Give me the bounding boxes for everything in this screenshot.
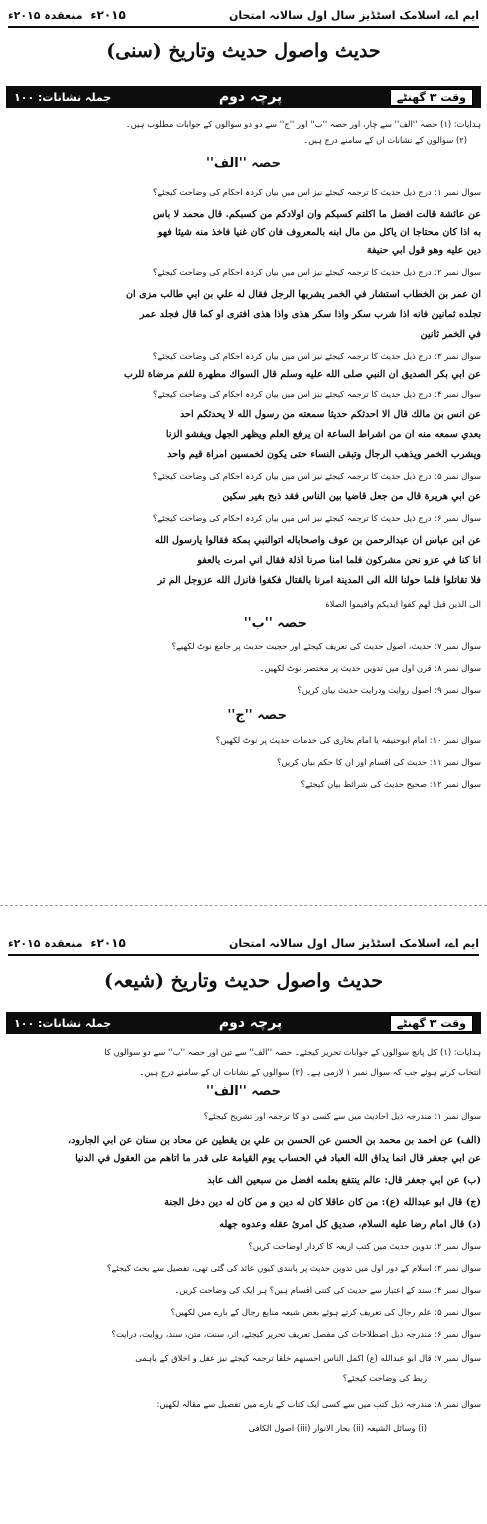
question-line: سوال نمبر ۲: تدوین حدیث میں کتب اربعہ کا کردار اوضاحت کریں؟ [248, 1241, 481, 1251]
question-line: سوال نمبر ۲: درج ذیل حدیث کا ترجمہ کیجئے نیز اس میں بیان کردہ احکام کی وضاحت کیجئے؟ [152, 267, 481, 277]
question-line: سوال نمبر ۵: علم رجال کی تعریف کرتے ہوئے بعض شیعہ منابع رجال کے بارے میں لکھیں؟ [170, 1307, 481, 1317]
question-line: سوال نمبر ۶: مندرجہ ذیل اصطلاحات کی مفصل تعریف تحریر کیجئے، اثر، سنت، متن، سند، روایت، درایت؟ [111, 1329, 481, 1339]
paper-title: حدیث واصول حدیث وتاریخ (سنی) [106, 40, 381, 62]
exam-year: ۲۰۱۵ء [90, 936, 126, 950]
exam-session: منعقدہ ۲۰۱۵ء [8, 9, 83, 22]
instruction-line: ہدایات: (۱) کل پانچ سوالوں کے جوابات تحریر کیجئے۔ حصہ ''الف'' سے تین اور حصہ ''ب'' سے دو سوالوں کا [104, 1047, 481, 1057]
book-list: (i) وسائل الشیعہ (ii) بحار الانوار (iii) اصول الکافی [248, 1423, 427, 1433]
marks-label: جملہ نشانات: ۱۰۰ [14, 1016, 112, 1030]
exam-header [8, 6, 479, 28]
question-line: سوال نمبر ۷: حدیث، اصول حدیث کی تعریف کیجئے اور حجیت حدیث پر جامع نوٹ لکھیے؟ [171, 641, 481, 651]
hadith-text: في الخمر ثانين [420, 329, 481, 340]
question-line: سوال نمبر ۴: سند کے اعتبار سے حدیث کی کتنی اقسام ہیں؟ ہر ایک کی وضاحت کریں۔ [174, 1285, 481, 1295]
question-line: سوال نمبر ۶: درج ذیل حدیث کا ترجمہ کیجئے نیز اس میں بیان کردہ احکام کی وضاحت کیجئے؟ [152, 513, 481, 523]
hadith-text: به اذا كان محتاجا ان ياكل من مال ابنه بالمعروف فان كان غنيا فاخذ منه شيئا فهو [157, 227, 481, 238]
hadith-text: عن ابي بكر الصديق ان النبي صلى الله عليه وسلم قال السواك مطهرة للفم مرضاة للرب [123, 369, 481, 380]
question-line: سوال نمبر ۸: قرن اول میں تدوین حدیث پر مختصر نوٹ لکھیں۔ [259, 663, 481, 673]
question-line: سوال نمبر ۱۰: امام ابوحنیفہ یا امام بخاری کی خدمات حدیث پر نوٹ لکھیں؟ [215, 735, 481, 745]
instruction-line: ہدایات: (۱) حصہ ''الف'' سے چار، اور حصہ ''ب'' اور ''ج'' سے دو دو سوالوں کے جوابات مطلوب ہیں۔ [125, 119, 481, 129]
hadith-text: (الف) عن احمد بن محمد بن الحسن عن الحسن بن علي بن يقطين عن محاد بن سنان عن ابي الجارود، [68, 1135, 481, 1146]
hadith-text: عن ابي هريرة قال من جعل قاضيا بين الناس فقد ذبح بغير سكين [222, 491, 481, 502]
paper-title: حدیث واصول حدیث وتاریخ (شیعہ) [104, 970, 383, 992]
marks-label: جملہ نشانات: ۱۰۰ [14, 90, 112, 104]
question-line: سوال نمبر ۸: مندرجہ ذیل کتب میں سے کسی ایک کتاب کے بارے میں تفصیل سے مقالہ لکھیں: [156, 1399, 481, 1409]
info-bar [6, 1012, 481, 1034]
question-line: سوال نمبر ۷: قال ابو عبدالله (ع) اكمل الناس احسنهم خلقا ترجمہ کیجئے نیز عقل و اخلاق کے باہمی [135, 1353, 481, 1363]
exam-year: ۲۰۱۵ء [90, 8, 126, 22]
hadith-text: ويشرب الخمر ويذهب الرجال وتبقى النساء حتى يكون لخمسين امراة قيم واحد [167, 449, 481, 460]
question-line: سوال نمبر ۹: اصول روایت ودرایت حدیث بیان کریں؟ [297, 685, 481, 695]
info-bar [6, 86, 481, 108]
question-line: سوال نمبر ۴: درج ذیل حدیث کا ترجمہ کیجئے نیز اس میں بیان کردہ احکام کی وضاحت کیجئے؟ [152, 389, 481, 399]
question-line: سوال نمبر ۱: درج ذیل حدیث کا ترجمہ کیجئے نیز اس میں بیان کردہ احکام کی وضاحت کیجئے؟ [152, 187, 481, 197]
section-heading: حصہ ''ج'' [227, 708, 287, 723]
exam-line: ایم اے، اسلامک اسٹڈیز سال اول سالانہ امتحان [228, 936, 479, 950]
hadith-text: عن ابن عباس ان عبدالرحمن بن عوف واصحاباله اتوالنبي بمكة فقالوا يارسول الله [154, 535, 481, 546]
hadith-text: تجلده ثمانين فانه اذا شرب سكر واذا سكر هذى واذا هذى افترى او كما قال فجلد عمر [139, 309, 481, 320]
hadith-text: انا كنا في عزو نحن مشركون فلما امنا صرنا اذلة فقال اني امرت بالعفو [197, 555, 481, 566]
hadith-text: ان عمر بن الخطاب استشار في الخمر يشربها الرجل فقال له علي بن ابي طالب مزی ان [126, 289, 481, 300]
hadith-text: (ج) قال ابو عبدالله (ع): من كان عاقلا كان له دين و من كان له دين دخل الجنة [164, 1197, 481, 1208]
hadith-text: (د) قال امام رضا عليه السلام، صديق كل امرئ عقله وعدوه جهله [219, 1219, 481, 1230]
hadith-text: عن انس بن مالك قال الا احدثكم حديثا سمعته من رسول الله لا يحدثكم احد [179, 409, 481, 420]
hadith-text: الى الذين قيل لهم كفوا ايديكم واقيموا الصلاة [325, 599, 481, 609]
hadith-text: عن عائشة قالت افضل ما اكلتم كسبكم وان اولادكم من كسبكم. قال محمد لا باس [153, 209, 481, 220]
time-label: وقت ۳ گھنٹے [390, 89, 473, 106]
question-line: سوال نمبر ۱۲: صحیح حدیث کی شرائط بیان کیجئے؟ [300, 779, 481, 789]
question-line: سوال نمبر ۳: درج ذیل حدیث کا ترجمہ کیجئے نیز اس میں بیان کردہ احکام کی وضاحت کیجئے؟ [152, 351, 481, 361]
question-line: سوال نمبر ۱: مندرجہ ذیل احادیث میں سے کسی دو کا ترجمہ اور تشریح کیجئے؟ [203, 1111, 481, 1121]
instruction-line: (۲) سوالوں کے نشانات ان کے سامنے درج ہیں۔ [303, 135, 467, 145]
section-heading: حصہ ''الف'' [205, 1084, 282, 1099]
exam-header [8, 934, 479, 956]
exam-session: منعقدہ ۲۰۱۵ء [8, 937, 83, 950]
hadith-text: فلا تقاتلوا فلما حولنا الله الى المدينة امرنا بالقتال فكفوا فانزل الله عزوجل الم تر [157, 575, 481, 586]
page-divider [0, 905, 487, 906]
question-line: سوال نمبر ۱۱: حدیث کی اقسام اور ان کا حکم بیان کریں؟ [277, 757, 481, 767]
question-line: سوال نمبر ۵: درج ذیل حدیث کا ترجمہ کیجئے نیز اس میں بیان کردہ احکام کی وضاحت کیجئے؟ [152, 471, 481, 481]
hadith-text: (ب) عن ابي جعفر قال: عالم ينتفع بعلمه افضل من سبعين الف عابد [207, 1175, 481, 1186]
question-line: ربط کی وضاحت کیجئے؟ [342, 1373, 427, 1383]
section-heading: حصہ ''ب'' [243, 616, 307, 631]
hadith-text: بعدي سمعه منه ان من اشراط الساعة ان يرفع العلم ويظهر الجهل ويفشو الزنا [165, 429, 481, 440]
time-label: وقت ۳ گھنٹے [390, 1015, 473, 1032]
hadith-text: دين عليه وهو قول ابي حنيفة [366, 245, 481, 256]
hadith-text: عن ابي جعفر قال انما يداق الله العباد في الحساب يوم القيامة على قدر ما اتاهم من العقول في الدنيا [75, 1153, 481, 1164]
paper-label: پرچہ دوم [218, 1015, 283, 1031]
section-heading: حصہ ''الف'' [205, 156, 282, 171]
paper-shia [0, 912, 487, 1524]
instruction-line: انتخاب کرتے ہوئے جب کہ سوال نمبر ۱ لازمی ہے۔ (۲) سوالوں کے نشانات ان کے سامنے درج ہیں۔ [139, 1067, 481, 1077]
exam-line: ایم اے، اسلامک اسٹڈیز سال اول سالانہ امتحان [228, 8, 479, 22]
paper-label: پرچہ دوم [218, 89, 283, 105]
question-line: سوال نمبر ۳: اسلام کے دور اول میں تدوین حدیث پر پابندی کیوں عائد کی گئی تھی، تفصیل سے بحث کیجئے؟ [107, 1263, 481, 1273]
